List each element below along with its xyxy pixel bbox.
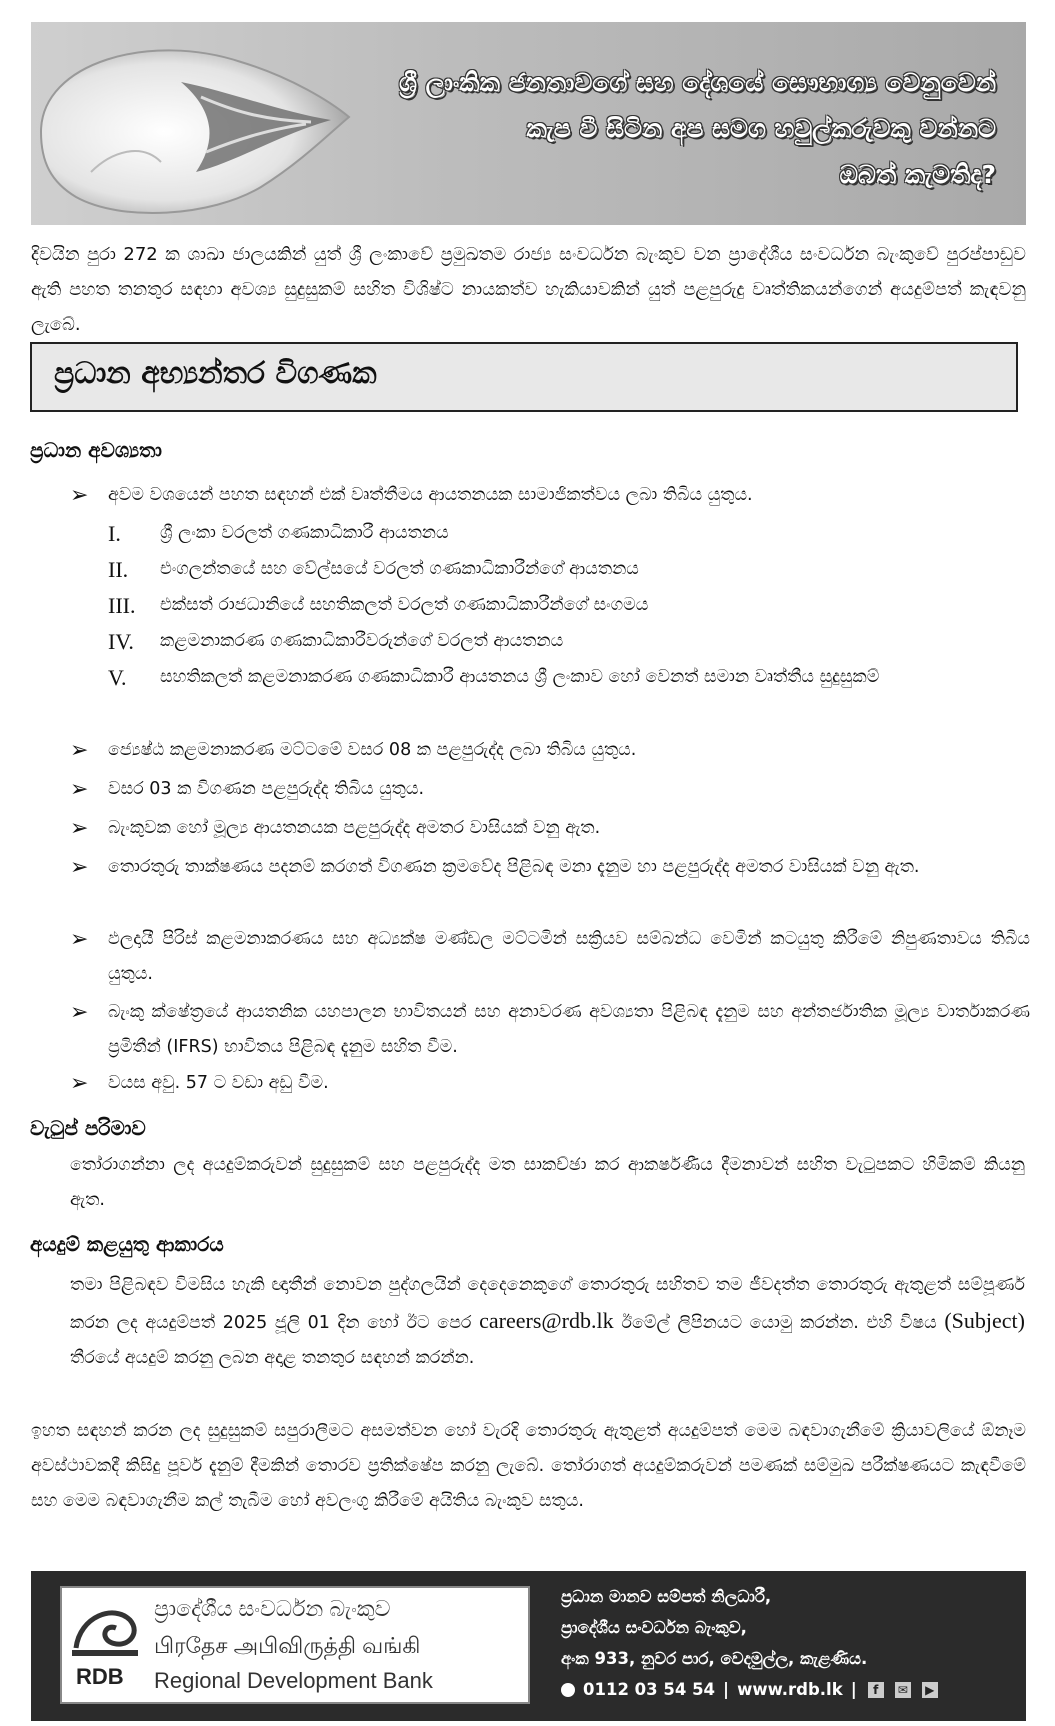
headline-line-2: කැප වී සිටින අප සමග හවුල්කරුවකු වන්නට <box>526 114 996 143</box>
address-line-1: ප්‍රධාන මානව සම්පත් නිලධාරී, <box>561 1587 772 1606</box>
contact-block <box>561 1581 938 1705</box>
address-line-2: ප්‍රාදේශීය සංවර්ධන බැංකුව, <box>561 1618 747 1637</box>
salary-text: තෝරාගන්නා ලද අයදුම්කරුවන් සුදුසුකම් සහ පළපුරුද්ද මත සාකච්ඡා කර ආකර්ෂණීය දීමනාවන් සහිත වැටුපකට හිමිකම් කියනු ඇත. <box>70 1155 1025 1210</box>
institute-item <box>108 588 1028 623</box>
apply-heading: අයදුම් කළයුතු ආකාරය <box>30 1232 224 1256</box>
requirement-item <box>70 772 1030 807</box>
requirement-text: අවම වශයෙන් පහත සඳහන් එක් වෘත්තීමය ආයතනයක සාමාජිකත්වය ලබා තිබිය යුතුය. <box>108 485 753 505</box>
institute-number: II. <box>108 557 129 582</box>
arrow-bullet-icon: ➢ <box>70 483 89 508</box>
position-title: ප්‍රධාන අභ්‍යන්තර විගණක <box>54 356 377 391</box>
arrow-bullet-icon: ➢ <box>70 1000 89 1025</box>
requirement-text: වයස අවු. 57 ට වඩා අඩු වීම. <box>108 1073 329 1093</box>
bank-name-english: Regional Development Bank <box>154 1668 433 1693</box>
intro-paragraph: දිවයින පුරා 272 ක ශාඛා ජාලයකින් යුත් ශ්‍රී ලංකාවේ ප්‍රමුඛතම රාජ්‍ය සංවර්ධන බැංකුව වන ප්‍රාදේශීය සංවර්ධන බැංකුවේ පුරප්පාඩුව ඇති පහත තනතුර සඳහා අවශ්‍ය සුදුසුකම් සහිත විශිෂ්ට නායකත්ව හැකියාවකින් යුත් පළපුරුදු වෘත්තිකයන්ගෙන් අයදුම්පත් කැඳවනු ලැබේ. <box>31 244 1026 335</box>
requirement-item <box>70 922 1030 992</box>
rdb-logo <box>70 1598 142 1688</box>
requirement-item <box>70 811 1030 846</box>
arrow-bullet-icon: ➢ <box>70 777 89 802</box>
rdb-abbr: RDB <box>76 1664 124 1689</box>
apply-text-part-3: තීරයේ අයදුම් කරනු ලබන අදාළ තනතුර සඳහන් කරන්න. <box>70 1348 475 1368</box>
phone-number[interactable]: 0112 03 54 54 <box>583 1680 716 1699</box>
requirement-text: වසර 03 ක විගණන පළපුරුද්ද තිබිය යුතුය. <box>108 779 425 799</box>
institute-text: එංගලන්තයේ සහ වේල්සයේ වරලත් ගණකාධිකාරීන්ගේ ආයතනය <box>160 559 639 579</box>
institute-text: ශ්‍රී ලංකා වරලත් ගණකාධිකාරී ආයතනය <box>160 523 449 543</box>
bank-name-sinhala: ප්‍රාදේශීය සංවර්ධන බැංකුව <box>154 1596 391 1621</box>
rdb-swirl-icon <box>70 1598 142 1660</box>
requirement-item <box>70 1066 1030 1101</box>
apply-text-part-2: ඊමේල් ලිපිනයට යොමු කරන්න. එහි විෂය <box>621 1313 937 1333</box>
salary-heading: වැටුප් පරිමාව <box>30 1116 146 1140</box>
website-link[interactable]: www.rdb.lk <box>737 1680 843 1699</box>
subject-word: (Subject) <box>944 1308 1025 1333</box>
separator: | <box>723 1680 730 1699</box>
institute-item <box>108 552 1028 587</box>
banner-headline <box>276 60 996 198</box>
headline-line-1: ශ්‍රී ලාංකික ජනතාවගේ සහ දේශයේ සෞභාග්‍ය වෙනුවෙන් <box>399 68 996 97</box>
requirement-text: තොරතුරු තාක්ෂණය පදනම් කරගත් විගණන ක්‍රමවේද පිළිබඳ මනා දැනුම හා පළපුරුද්ද අමතර වාසියක් වනු ඇත. <box>108 857 920 877</box>
facebook-icon[interactable]: f <box>868 1682 884 1698</box>
institute-item <box>108 516 1028 551</box>
arrow-bullet-icon: ➢ <box>70 738 89 763</box>
requirement-text: බැංකුවක හෝ මූල්‍ය ආයතනයක පළපුරුද්ද අමතර වාසියක් වනු ඇත. <box>108 818 601 838</box>
requirement-text: බැංකු ක්ෂේත්‍රයේ ආයතනික යහපාලන භාවිතයන් සහ අනාවරණ අවශ්‍යතා පිළිබඳ දැනුම සහ අන්තර්ජාතික මූල්‍ය වාර්තාකරණ ප්‍රමිතීන් (IFRS) භාවිතය පිළිබඳ දැනුම සහිත වීම. <box>108 1002 1030 1057</box>
requirements-heading: ප්‍රධාන අවශ්‍යතා <box>30 438 162 462</box>
arrow-bullet-icon: ➢ <box>70 855 89 880</box>
arrow-bullet-icon: ➢ <box>70 1071 89 1096</box>
institute-number: IV. <box>108 629 134 654</box>
requirement-item <box>70 478 1030 513</box>
careers-email-link[interactable]: careers@rdb.lk <box>479 1308 614 1333</box>
address-line-3: අංක 933, නුවර පාර, වෙදමුල්ල, කැළණිය. <box>561 1649 868 1668</box>
arrow-bullet-icon: ➢ <box>70 927 89 952</box>
institute-number: V. <box>108 665 127 690</box>
position-title-box <box>30 342 1018 412</box>
youtube-icon[interactable]: ▶ <box>922 1682 938 1698</box>
arrow-bullet-icon: ➢ <box>70 816 89 841</box>
institute-item <box>108 660 1028 695</box>
requirement-item <box>70 850 1030 885</box>
requirement-item <box>70 733 1030 768</box>
separator: | <box>850 1680 857 1699</box>
bank-name-tamil: பிரதேச அபிவிருத்தி வங்கி <box>154 1633 421 1658</box>
apply-text <box>70 1268 1025 1376</box>
apply-text-part-1: තමා පිළිබඳව විමසිය හැකි ඥාතීන් නොවන පුද්ගලයින් දෙදෙනෙකුගේ තොරතුරු සහිතව තම ජීවදත්ත තොරතුරු ඇතුළත් සම්පූර්ණ කරන ලද අයදුම්පත් 2025 ජූලි 01 දින හෝ ඊට පෙර <box>70 1275 1025 1333</box>
requirement-text: ඵලදායී පිරිස් කළමනාකරණය සහ අධ්‍යක්ෂ මණ්ඩල මට්ටමින් සක්‍රියව සම්බන්ධ වෙමින් කටයුතු කිරීමේ නිපුණතාවය තිබිය යුතුය. <box>108 929 1030 984</box>
phone-icon <box>561 1683 575 1697</box>
institute-text: සහතිකලත් කළමනාකරණ ගණකාධිකාරී ආයතනය ශ්‍රී ලංකාව හෝ වෙනත් සමාන වෘත්තීය සුදුසුකම් <box>160 667 880 687</box>
disclaimer-paragraph: ඉහත සඳහන් කරන ලද සුදුසුකම් සපුරාලීමට අසමත්වන හෝ වැරදි තොරතුරු ඇතුළත් අයදුම්පත් මෙම බඳවාගැනීමේ ක්‍රියාවලියේ ඕනෑම අවස්ථාවකදී කිසිදු පූර්ව දැනුම් දීමකින් තොරව ප්‍රතික්ෂේප කරනු ලැබේ. තෝරාගත් අයදුම්කරුවන් පමණක් සම්මුඛ පරීක්ෂණයට කැඳවීමේ සහ මෙම බඳවාගැනීම කල් තැබීම හෝ අවලංගු කිරීමේ අයිතිය බැංකුව සතුය. <box>31 1421 1026 1511</box>
institute-number: I. <box>108 521 121 546</box>
requirement-item <box>70 995 1030 1065</box>
headline-line-3: ඔබත් කැමතිද? <box>839 160 996 189</box>
header-banner <box>31 22 1026 225</box>
contact-row <box>561 1674 938 1705</box>
email-icon[interactable]: ✉ <box>895 1682 911 1698</box>
institute-number: III. <box>108 593 136 618</box>
requirement-text: ජ්‍යෙෂ්ඨ කළමනාකරණ මට්ටමේ වසර 08 ක පළපුරුද්ද ලබා තිබිය යුතුය. <box>108 740 637 760</box>
footer <box>31 1571 1026 1721</box>
bank-logo-card <box>60 1586 530 1704</box>
institute-text: එක්සත් රාජධානියේ සහතිකලත් වරලත් ගණකාධිකාරීන්ගේ සංගමය <box>160 595 649 615</box>
institute-item <box>108 624 1028 659</box>
institute-text: කළමනාකරණ ගණකාධිකාරීවරුන්ගේ වරලත් ආයතනය <box>160 631 564 651</box>
